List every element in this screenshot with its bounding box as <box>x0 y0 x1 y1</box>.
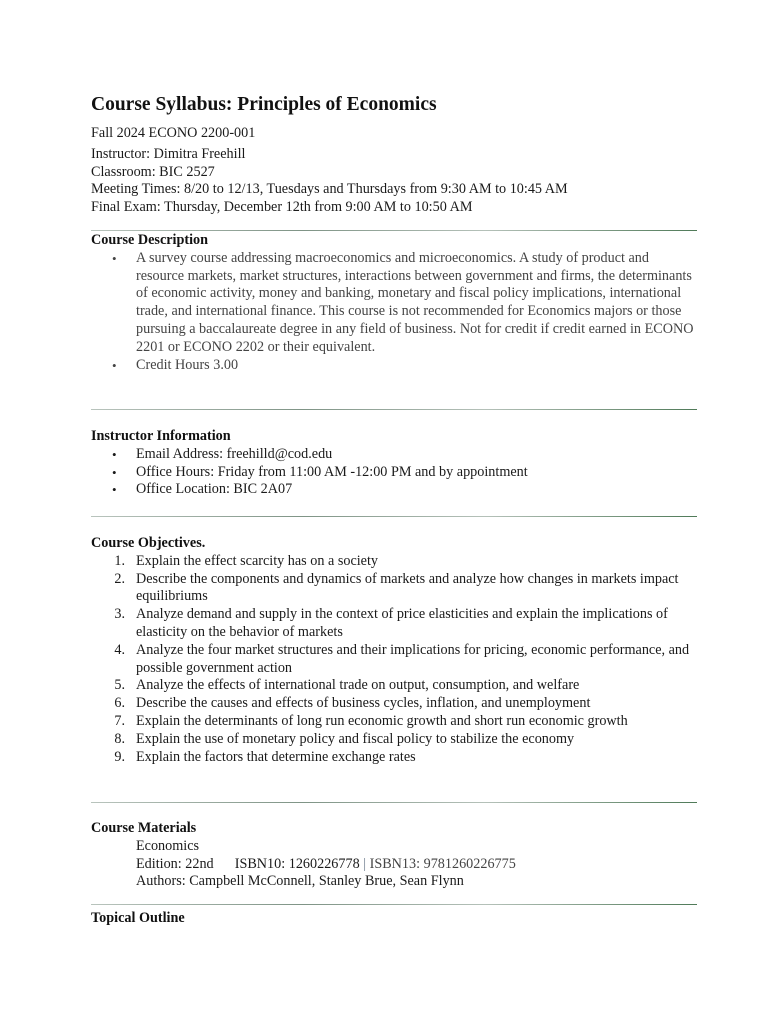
section-heading: Course Objectives. <box>91 535 206 551</box>
section-heading: Course Materials <box>91 820 197 836</box>
list-item <box>91 731 697 749</box>
section-heading: Course Description <box>91 232 209 248</box>
course-materials-section <box>91 820 697 891</box>
course-term: Fall 2024 ECONO 2200-001 <box>91 125 256 141</box>
instructor-info-list <box>91 446 697 499</box>
isbn13: ISBN13: 9781260226775 <box>369 855 516 872</box>
item-text: Explain the determinants of long run economic growth and short run economic growth <box>136 712 628 729</box>
item-text: Analyze demand and supply in the context of price elasticities and explain the implications of elasticity on the behavior of markets <box>136 606 668 640</box>
book-edition: Edition: 22nd <box>136 855 214 872</box>
item-text: Explain the factors that determine exchange rates <box>136 748 416 765</box>
objectives-list <box>91 553 697 767</box>
item-text: Analyze the four market structures and their implications for pricing, economic performance, and possible government action <box>136 641 690 676</box>
meeting-times-line: Meeting Times: 8/20 to 12/13, Tuesdays and Thursdays from 9:30 AM to 10:45 AM <box>91 181 568 198</box>
book-authors: Authors: Campbell McConnell, Stanley Brue, Sean Flynn <box>136 873 464 890</box>
description-list <box>91 250 697 375</box>
item-number: 3. <box>114 606 125 623</box>
course-objectives-section <box>91 535 697 766</box>
classroom-line: Classroom: BIC 2527 <box>91 163 215 180</box>
section-heading: Instructor Information <box>91 428 231 444</box>
item-number: 7. <box>114 712 125 729</box>
separator: | <box>363 855 367 872</box>
section-divider <box>91 516 697 517</box>
list-item: • Email Address: freehilld@cod.edu <box>91 446 697 464</box>
section-divider <box>91 230 697 231</box>
item-number: 2. <box>114 570 125 587</box>
list-item: • Credit Hours 3.00 <box>91 357 697 375</box>
list-item: • A survey course addressing macroeconomics and microeconomics. A study of product and resource markets, market structures, interactions between government and firms, the determinants of economic activity, money and banking, monetary and fiscal policy implications, international trade, and international finance. This course is not recommended for Economics majors or those pursuing a baccalaureate degree in any field of business. Not for credit if credit earned in ECONO 2201 or ECONO 2202 or their equivalent. <box>91 250 697 357</box>
list-item <box>91 553 697 571</box>
item-number: 9. <box>114 748 125 765</box>
list-item <box>91 606 697 642</box>
page-title: Course Syllabus: Principles of Economics <box>91 94 437 115</box>
list-item <box>91 677 697 695</box>
item-text: Describe the components and dynamics of markets and analyze how changes in markets impact equilibriums <box>136 570 679 605</box>
isbn10: ISBN10: 1260226778 <box>234 855 360 872</box>
instructor-line: Instructor: Dimitra Freehill <box>91 145 246 162</box>
list-item <box>91 695 697 713</box>
section-heading: Topical Outline <box>91 910 185 926</box>
section-divider <box>91 409 697 410</box>
list-item <box>91 713 697 731</box>
item-text: Explain the effect scarcity has on a society <box>136 552 379 569</box>
item-number: 4. <box>114 641 125 658</box>
item-number: 6. <box>114 695 125 712</box>
instructor-information-section <box>91 428 697 499</box>
topical-outline-section <box>91 910 697 928</box>
item-number: 1. <box>114 552 125 569</box>
list-item <box>91 642 697 678</box>
item-number: 5. <box>114 677 125 694</box>
list-item: • Office Hours: Friday from 11:00 AM -12:00 PM and by appointment <box>91 464 697 482</box>
list-item: • Office Location: BIC 2A07 <box>91 481 697 499</box>
section-divider <box>91 802 697 803</box>
course-meta <box>91 125 568 217</box>
item-number: 8. <box>114 730 125 747</box>
section-divider <box>91 904 697 905</box>
final-exam-line: Final Exam: Thursday, December 12th from 9:00 AM to 10:50 AM <box>91 199 473 216</box>
list-item <box>91 571 697 607</box>
book-edition-isbn <box>91 856 697 874</box>
item-text: Explain the use of monetary policy and fiscal policy to stabilize the economy <box>136 730 575 747</box>
item-text: Analyze the effects of international trade on output, consumption, and welfare <box>136 677 580 694</box>
book-title: Economics <box>136 837 200 854</box>
item-text: Describe the causes and effects of business cycles, inflation, and unemployment <box>136 695 591 712</box>
course-description-section <box>91 232 697 374</box>
list-item <box>91 749 697 767</box>
